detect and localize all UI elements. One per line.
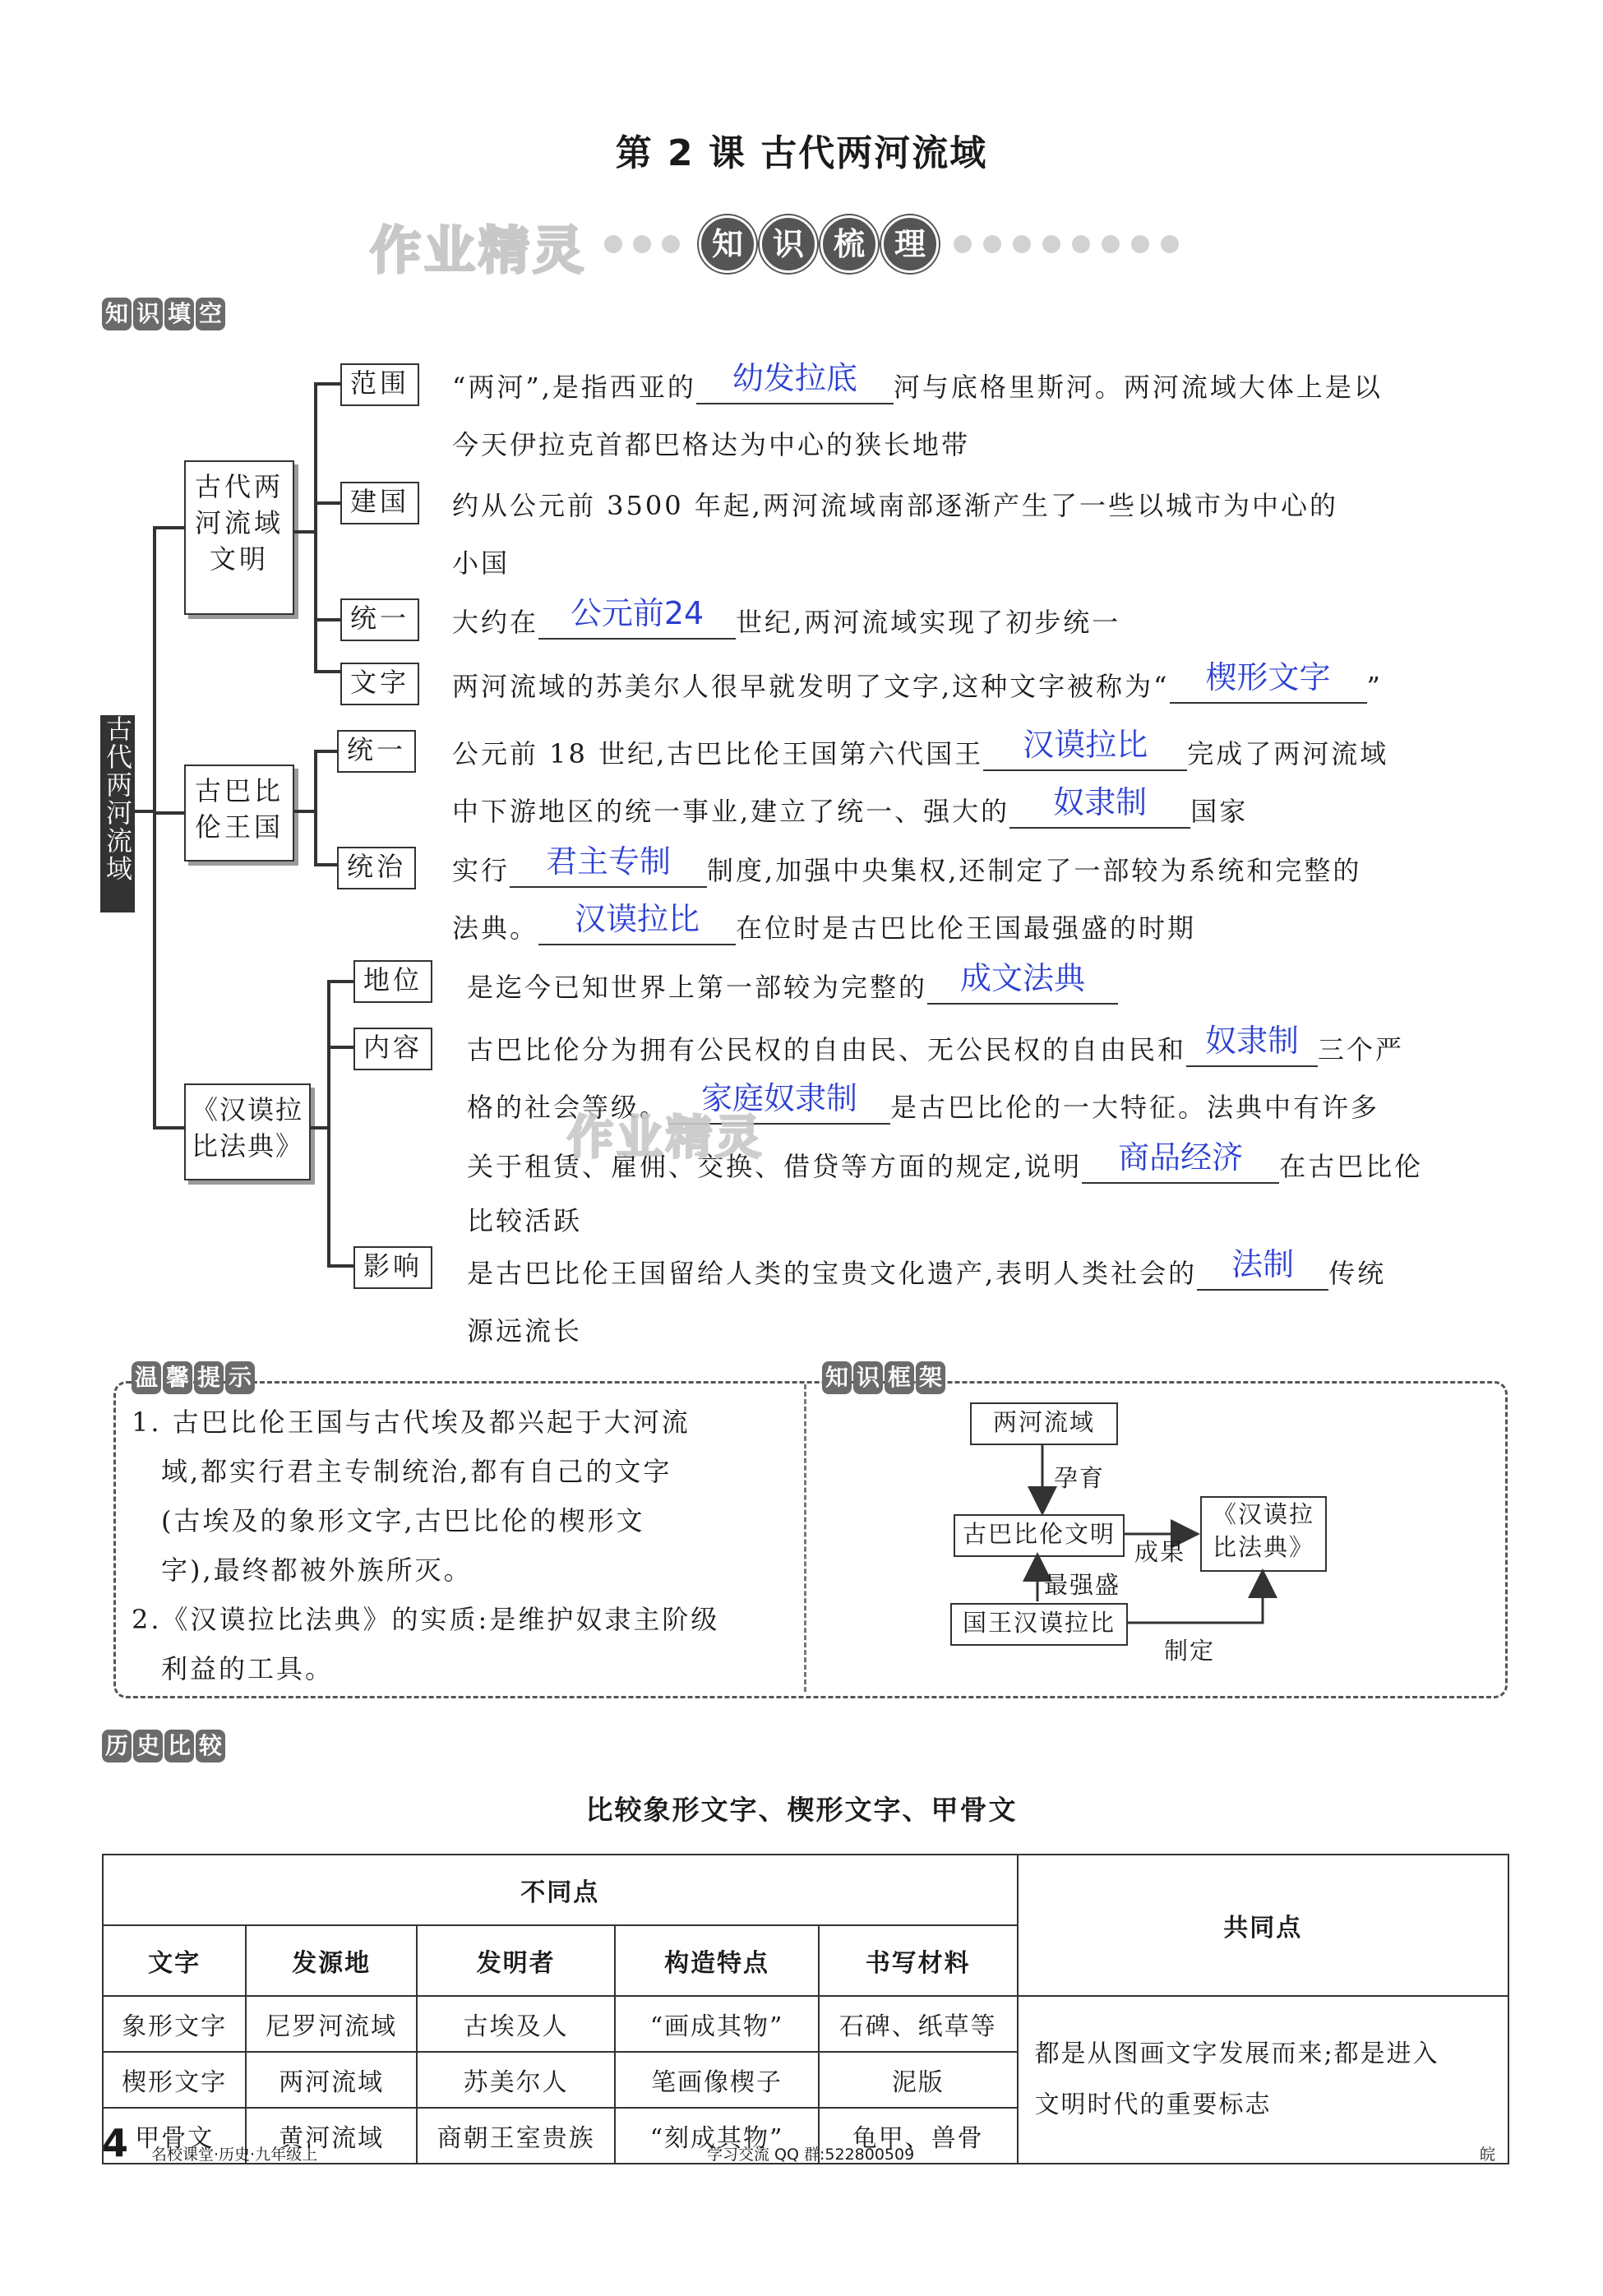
table-cell: “画成其物” <box>615 1996 818 2052</box>
answer: 公元前24 <box>570 595 704 631</box>
table-cell: 古埃及人 <box>417 1996 615 2052</box>
header-different: 不同点 <box>103 1855 1018 1925</box>
fw-king: 国王汉谟拉比 <box>950 1603 1128 1646</box>
table-cell: “刻成其物” <box>615 2108 818 2164</box>
text-line: 今天伊拉克首都巴格达为中心的狭长地带 <box>452 429 971 460</box>
answer: 楔形文字 <box>1205 659 1331 695</box>
chip-framework: 知 识 框 架 <box>822 1361 945 1394</box>
tip-line: 字),最终都被外族所灭。 <box>161 1555 473 1586</box>
col-header: 构造特点 <box>615 1925 818 1996</box>
table-cell: 笔画像楔子 <box>615 2052 818 2108</box>
text-line: 实行 君主专制 制度,加强中央集权,还制定了一部较为系统和完整的 <box>452 850 1361 888</box>
leaf-status: 地位 <box>353 960 432 1003</box>
answer: 汉谟拉比 <box>575 901 700 937</box>
header-char: 识 <box>760 215 817 273</box>
text-line: 两河流域的苏美尔人很早就发明了文字,这种文字被称为“ 楔形文字 ” <box>452 666 1383 704</box>
table-cell: 石碑、纸草等 <box>819 1996 1018 2052</box>
text-line: 比较活跃 <box>467 1205 583 1236</box>
compare-table <box>102 1854 1509 2164</box>
common-cell: 都是从图画文字发展而来;都是进入 文明时代的重要标志 <box>1018 1996 1508 2164</box>
chip-fill-in: 知 识 填 空 <box>102 298 225 330</box>
table-cell: 苏美尔人 <box>417 2052 615 2108</box>
chip-compare: 历 史 比 较 <box>102 1730 225 1762</box>
leaf-unify: 统一 <box>340 598 419 641</box>
fw-label: 最强盛 <box>1044 1571 1121 1599</box>
node-babylon: 古巴比伦王国 <box>184 765 294 862</box>
fw-label: 孕育 <box>1054 1464 1106 1492</box>
lesson-title: 第 2 课 古代两河流域 <box>615 132 988 174</box>
book-name: 名校课堂·历史·九年级上 <box>151 2146 318 2164</box>
leaf-founding: 建国 <box>340 482 419 524</box>
answer: 汉谟拉比 <box>1023 727 1148 763</box>
answer: 成文法典 <box>960 960 1086 996</box>
text-line: 是古巴比伦王国留给人类的宝贵文化遗产,表明人类社会的 法制 传统 <box>467 1253 1386 1291</box>
table-cell: 龟甲、兽骨 <box>819 2108 1018 2164</box>
text-line: 古巴比伦分为拥有公民权的自由民、无公民权的自由民和 奴隶制 三个严 <box>467 1029 1404 1067</box>
text-line: 关于租赁、雇佣、交换、借贷等方面的规定,说明 商品经济 在古巴比伦 <box>467 1146 1423 1184</box>
tip-line: 域,都实行君主专制统治,都有自己的文字 <box>161 1456 672 1487</box>
text-line: 法典。 汉谟拉比 在位时是古巴比伦王国最强盛的时期 <box>452 908 1196 945</box>
header-common: 共同点 <box>1018 1855 1508 1996</box>
leaf-rule: 统治 <box>337 847 416 889</box>
tip-line: 2.《汉谟拉比法典》的实质:是维护奴隶主阶级 <box>132 1604 720 1635</box>
text-line: 大约在 公元前24 世纪,两河流域实现了初步统一 <box>452 602 1120 640</box>
header-char: 知 <box>699 215 756 273</box>
node-code: 《汉谟拉比法典》 <box>184 1083 311 1180</box>
leaf-scope: 范围 <box>340 363 419 406</box>
leaf-unify-2: 统一 <box>337 730 416 773</box>
table-cell: 尼罗河流域 <box>246 1996 417 2052</box>
table-cell: 商朝王室贵族 <box>417 2108 615 2164</box>
header-char: 理 <box>881 215 939 273</box>
col-header: 发明者 <box>417 1925 615 1996</box>
leaf-writing: 文字 <box>340 663 419 705</box>
table-cell: 象形文字 <box>103 1996 246 2052</box>
edition-mark: 皖 <box>1480 2146 1496 2164</box>
compare-title: 比较象形文字、楔形文字、甲骨文 <box>585 1794 1018 1826</box>
table-cell: 黄河流域 <box>246 2108 417 2164</box>
node-civilization: 古代两河流域文明 <box>184 460 294 615</box>
answer: 法制 <box>1231 1246 1295 1282</box>
watermark-top: 作业精灵 <box>370 220 588 280</box>
fw-two-rivers: 两河流域 <box>970 1402 1118 1445</box>
table-cell: 泥版 <box>819 2052 1018 2108</box>
col-header: 书写材料 <box>819 1925 1018 1996</box>
answer: 君主专制 <box>546 843 672 880</box>
leaf-content: 内容 <box>353 1028 432 1070</box>
text-line: 约从公元前 3500 年起,两河流域南部逐渐产生了一些以城市为中心的 <box>452 490 1338 521</box>
qq-group: 学习交流 QQ 群:522800509 <box>707 2146 915 2164</box>
fw-babylon: 古巴比伦文明 <box>954 1514 1125 1557</box>
col-header: 发源地 <box>246 1925 417 1996</box>
table-cell: 楔形文字 <box>103 2052 246 2108</box>
leaf-impact: 影响 <box>353 1246 432 1289</box>
text-line: 小国 <box>452 547 510 579</box>
text-line: 公元前 18 世纪,古巴比伦王国第六代国王 汉谟拉比 完成了两河流域 <box>452 733 1388 771</box>
fw-code: 《汉谟拉 比法典》 <box>1200 1496 1327 1572</box>
answer: 幼发拉底 <box>732 360 857 396</box>
watermark-mid: 作业精灵 <box>567 1111 765 1165</box>
text-line: 格的社会等级。 家庭奴隶制 是古巴比伦的一大特征。法典中有许多 <box>467 1087 1379 1125</box>
table-cell: 甲骨文 <box>103 2108 246 2164</box>
answer: 奴隶制 <box>1205 1023 1300 1059</box>
text-line: “两河”,是指西亚的 幼发拉底 河与底格里斯河。两河流域大体上是以 <box>452 367 1383 404</box>
text-line: 是迄今已知世界上第一部较为完整的 成文法典 <box>467 967 1118 1005</box>
page-number: 4 <box>102 2121 129 2165</box>
col-header: 文字 <box>103 1925 246 1996</box>
tip-line: 利益的工具。 <box>161 1653 335 1684</box>
table-cell: 两河流域 <box>246 2052 417 2108</box>
header-char: 梳 <box>820 215 878 273</box>
text-line: 中下游地区的统一事业,建立了统一、强大的 奴隶制 国家 <box>452 791 1248 829</box>
text-line: 源远流长 <box>467 1315 583 1347</box>
answer: 商品经济 <box>1118 1139 1244 1176</box>
fw-label: 成果 <box>1134 1538 1186 1566</box>
answer: 家庭奴隶制 <box>701 1080 858 1116</box>
fw-label: 制定 <box>1164 1637 1216 1665</box>
tip-line: 1. 古巴比伦王国与古代埃及都兴起于大河流 <box>132 1407 691 1438</box>
tip-line: (古埃及的象形文字,古巴比伦的楔形文 <box>161 1505 645 1536</box>
root-node: 古代两河流域 <box>100 715 135 912</box>
answer: 奴隶制 <box>1053 784 1148 820</box>
chip-tips: 温 馨 提 示 <box>132 1361 255 1394</box>
